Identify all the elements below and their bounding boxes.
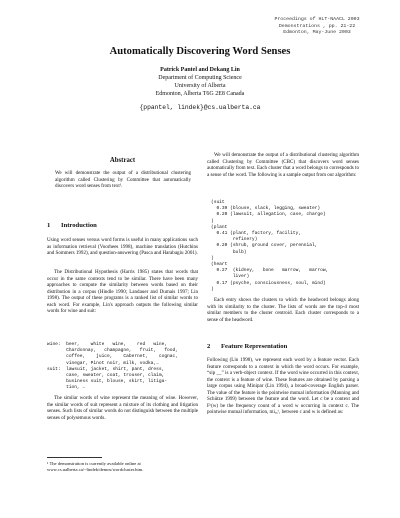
section-title: Feature Representation bbox=[221, 343, 288, 350]
proceedings-header bbox=[252, 17, 382, 37]
paper-title: Automatically Discovering Word Senses bbox=[109, 46, 291, 57]
proceedings-line-3: Edmonton, May-June 2003 bbox=[283, 30, 351, 36]
sense-clusters-listing: (suit 0.39 (blouse, slack, legging, sweater) 0.20 (lawsuit, allegation, case, charge) ) (plant 0.41 (plant, factory, facility, refinery) 0.20 (shrub, ground cover, perennial, bulb) ) (heart 0.27 (kidney, bone marrow, marrow, liver) 0.17 (psyche, consciousness, soul, mind) ) bbox=[211, 200, 329, 292]
right-after-listing-paragraph: Each entry shows the clusters to which the headword belongs along with its similarity to the cluster. The lists of words are the top-4 most similar members to the cluster centroid. Each cluster corresponds to a sense of the headword. bbox=[207, 297, 359, 323]
footnote: ¹ The demonstration is currently available online at www.cs.ualberta.ca/~lindek/demos/wordcluster.htm. bbox=[47, 461, 144, 473]
section-title: Introduction bbox=[61, 222, 97, 229]
author-names: Patrick Pantel and Dekang Lin bbox=[160, 67, 240, 73]
abstract-text: We will demonstrate the output of a distributional clustering algorithm called Clustering by Committee that automatically discovers word senses from text¹. bbox=[55, 170, 191, 190]
intro-paragraph-2: The Distributional Hypothesis (Harris 1985) states that words that occur in the same contexts tend to be similar. There have been many approaches to compute the similarity between words based on their distribution in a corpus (Hindle 1990; Landauer and Dumais 1997; Lin 1998). The output of these programs is a ranked list of similar words to each word. For example, Lin's approach outputs the following similar words for wine and suit: bbox=[47, 269, 198, 315]
section-number: 1 bbox=[47, 222, 51, 229]
section-heading-feature-representation bbox=[207, 343, 359, 350]
section-heading-introduction bbox=[47, 222, 198, 229]
author-email: {ppantel, lindek}@cs.ualberta.ca bbox=[139, 104, 261, 111]
author-university: University of Alberta bbox=[174, 83, 226, 90]
author-department: Department of Computing Science bbox=[158, 75, 242, 82]
author-block bbox=[0, 66, 400, 98]
intro-paragraph-3: The similar words of wine represent the meaning of wine. However, the similar words of suit represent a mixture of its clothing and litigation senses. Such lists of similar words do not distinguish between the multiple senses of polysemous words. bbox=[47, 395, 198, 421]
feature-paragraph-1: Following (Lin 1998), we represent each word by a feature vector. Each feature corresponds to a context in which the word occurs. For example, “sip __” is a verb-object context. If the word wine occurred in this context, the context is a feature of wine. These features are obtained by parsing a large corpus using Minipar (Lin 1994), a broad-coverage English parser. The value of the feature is the pointwise mutual information (Manning and Schütze 1999) between the feature and the word. Let c be a context and Fᶜ(w) be the frequency count of a word w occurring in context c. The pointwise mutual information, miᵤ,ᶜ, between c and w is defined as: bbox=[207, 357, 359, 416]
right-intro-paragraph: We will demonstrate the output of a distributional clustering algorithm called Clustering by Committee (CBC) that discovers word senses automatically from text. Each cluster that a word belongs to corresponds to a sense of the word. The following is a sample output from our algorithm: bbox=[207, 152, 359, 178]
section-number: 2 bbox=[207, 343, 211, 350]
abstract-heading: Abstract bbox=[109, 157, 136, 164]
proceedings-line-1: Proceedings of HLT-NAACL 2003 bbox=[274, 17, 360, 22]
intro-paragraph-1: Using word senses versus word forms is useful in many applications such as information retrieval (Voorhees 1998), machine translation (Hutchins and Sommers 1992), and question-answering (Pasca and Harabagiu 2001). bbox=[47, 237, 198, 257]
footnote-rule bbox=[47, 457, 102, 458]
author-city: Edmonton, Alberta T6G 2E8 Canada bbox=[155, 91, 245, 98]
similar-words-listing: wine: beer, white wine, red wine, Chardonnay, champagne, fruit, food, coffee, juice, Cabernet, cognac, vinegar, Pinot noir, milk, vodka,… suit: lawsuit, jacket, shirt, pant, dress, case, sweater, coat, trouser, claim, business suit, blouse, skirt, litiga- tion, … bbox=[47, 342, 178, 391]
proceedings-line-2: Demonstrations , pp. 21-22 bbox=[278, 23, 356, 29]
